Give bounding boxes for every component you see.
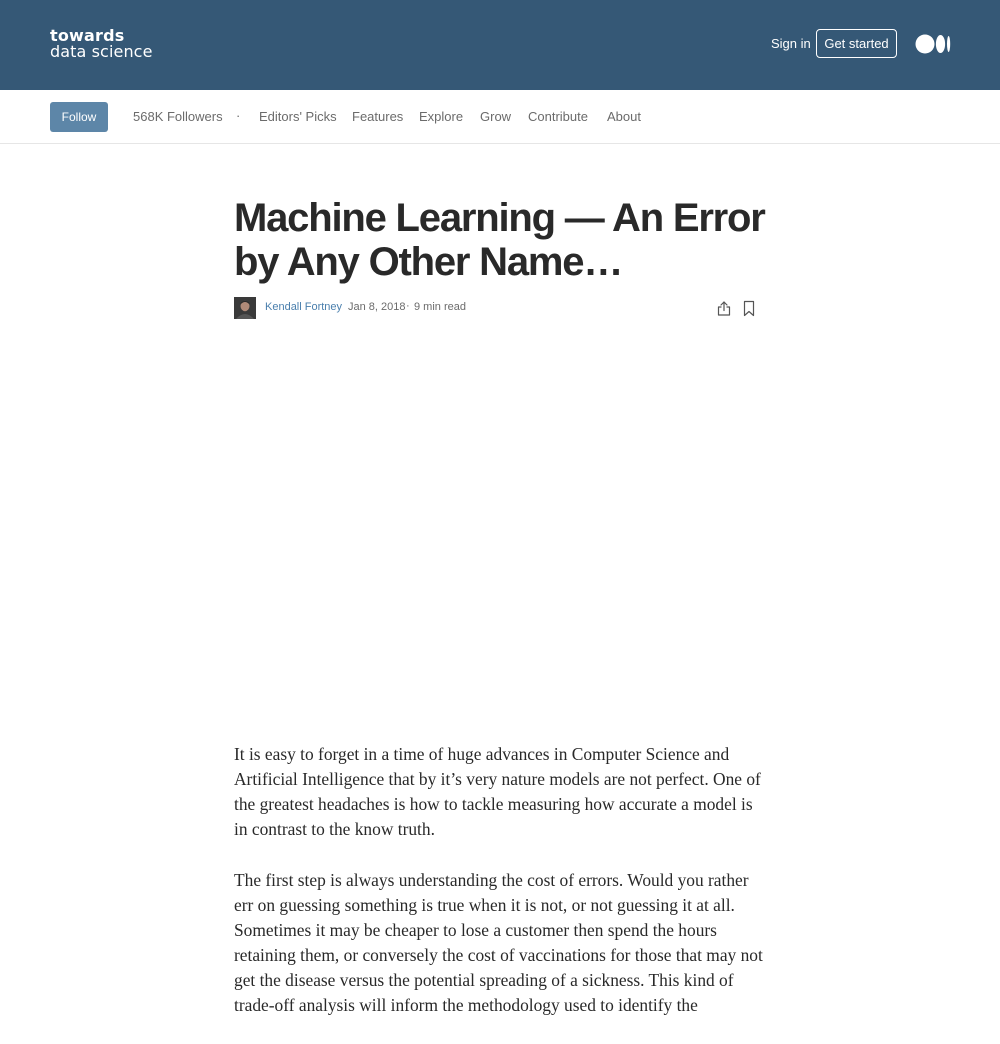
followers-count[interactable]: 568K Followers bbox=[133, 109, 223, 124]
follow-button[interactable]: Follow bbox=[50, 102, 108, 132]
share-icon[interactable] bbox=[715, 299, 733, 317]
article-byline bbox=[234, 297, 764, 319]
logo-line-2: data science bbox=[50, 42, 153, 61]
nav-item-explore[interactable]: Explore bbox=[419, 109, 464, 124]
nav-item-contribute[interactable]: Contribute bbox=[528, 109, 588, 124]
article-title: Machine Learning — An Error by Any Other Name… bbox=[234, 196, 765, 284]
meta-separator: · bbox=[406, 300, 410, 312]
article-paragraph: It is easy to forget in a time of huge advances in Computer Science and Artificial Intelligence that by it’s very nature models are not perfect. One of the greatest headaches is how to tackle measuring how accurate a model is in contrast to the know truth. bbox=[234, 744, 761, 839]
site-header bbox=[0, 0, 1000, 90]
bookmark-icon[interactable] bbox=[742, 300, 756, 317]
author-avatar[interactable] bbox=[234, 297, 256, 319]
nav-item-features[interactable]: Features bbox=[352, 109, 404, 124]
publication-logo[interactable] bbox=[50, 28, 153, 60]
article-paragraph: The first step is always understanding the cost of errors. Would you rather err on guessing something is true when it is not, or not guessing it at all. Sometimes it may be cheaper to lose a customer then spend the hours retaining them, or conversely the cost of vaccinations for those that may not get the disease versus the potential spreading of a sickness. This kind of trade-off analysis will inform the methodology used to identify the bbox=[234, 870, 763, 1015]
nav-item-about[interactable]: About bbox=[607, 109, 641, 124]
publication-nav bbox=[0, 90, 1000, 144]
article-body bbox=[234, 742, 768, 1044]
sign-in-link[interactable]: Sign in bbox=[771, 36, 811, 51]
author-name-link[interactable]: Kendall Fortney bbox=[265, 301, 343, 313]
read-time: 9 min read bbox=[414, 301, 466, 313]
nav-separator: · bbox=[236, 108, 241, 123]
get-started-button[interactable]: Get started bbox=[816, 29, 897, 58]
logo-line-1: towards bbox=[50, 26, 125, 45]
article-hero-image-area bbox=[234, 340, 766, 720]
publish-date: Jan 8, 2018 bbox=[348, 301, 406, 313]
nav-item-editors-picks[interactable]: Editors' Picks bbox=[259, 109, 337, 124]
medium-logo-icon[interactable] bbox=[915, 34, 951, 54]
nav-item-grow[interactable]: Grow bbox=[480, 109, 512, 124]
